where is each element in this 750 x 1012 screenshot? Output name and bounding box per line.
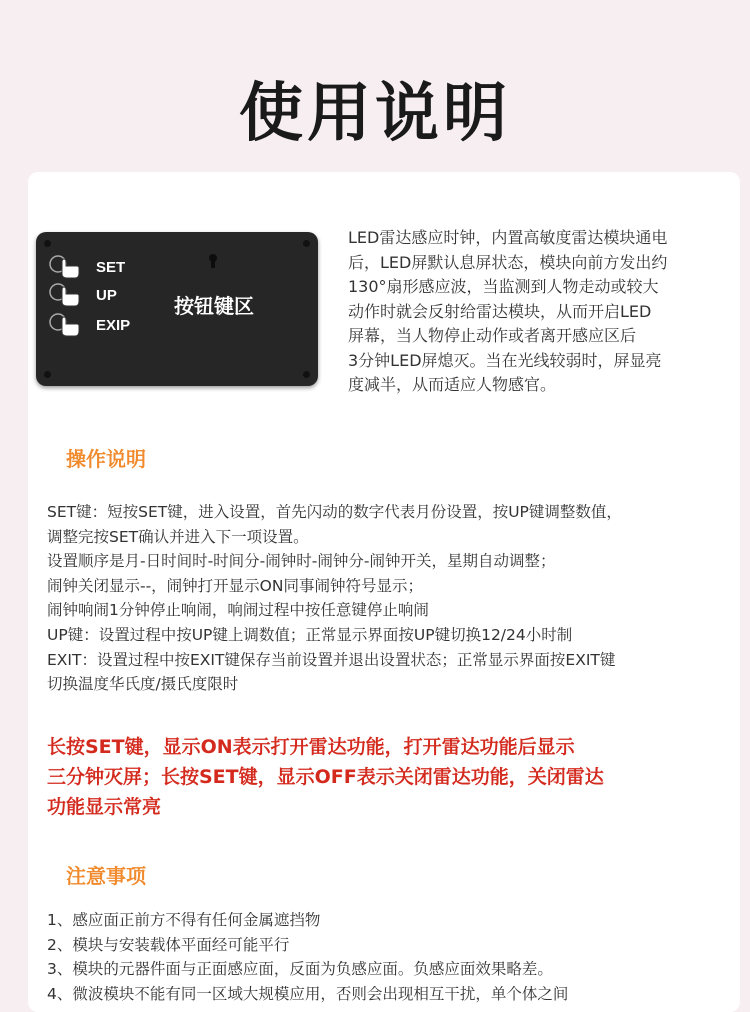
note-item: 1、感应面正前方不得有任何金属遮挡物	[47, 911, 321, 929]
description-line: 130°扇形感应波，当监测到人物走动或较大	[348, 277, 659, 296]
set-label: SET	[96, 258, 126, 276]
note-item: 4、微波模块不能有同一区域大规模应用，否则会出现相互干扰，单个体之间	[47, 984, 569, 1003]
button-panel-image	[36, 232, 318, 386]
up-label: UP	[96, 286, 117, 304]
description-line: 度减半，从而适应人物感官。	[348, 375, 557, 394]
screw-icon	[44, 240, 51, 247]
note-item: 2、模块与安装载体平面经可能平行	[47, 935, 290, 954]
finger-press-icon	[48, 282, 82, 308]
instruction-line: EXIT：设置过程中按EXIT键保存当前设置并退出设置状态；正常显示界面按EXIT键	[47, 650, 616, 669]
instruction-line: 闹钟响闹1分钟停止响闹，响闹过程中按任意键停止响闹	[47, 601, 429, 620]
highlight-line: 三分钟灭屏；长按SET键，显示OFF表示关闭雷达功能，关闭雷达	[47, 766, 604, 788]
instruction-line: SET键：短按SET键，进入设置，首先闪动的数字代表月份设置，按UP键调整数值，	[47, 503, 622, 521]
description-line: 屏幕，当人物停止动作或者离开感应区后	[348, 326, 637, 345]
notes-heading: 注意事项	[66, 864, 146, 888]
panel-button-set	[48, 254, 125, 280]
highlight-line: 长按SET键，显示ON表示打开雷达功能，打开雷达功能后显示	[47, 736, 575, 758]
note-item: 3、模块的元器件面与正面感应面，反面为负感应面。负感应面效果略差。	[47, 960, 553, 979]
radar-highlight-note	[47, 732, 727, 822]
operation-heading: 操作说明	[66, 447, 146, 471]
highlight-line: 功能显示常亮	[47, 796, 162, 818]
screw-icon	[303, 240, 310, 247]
instruction-line: 调整完按SET确认并进入下一项设置。	[47, 527, 309, 546]
keyhole-icon	[208, 254, 218, 268]
description-line: 后，LED屏默认息屏状态，模块向前方发出约	[348, 252, 668, 272]
screw-icon	[44, 371, 51, 378]
button-zone-label: 按钮键区	[174, 294, 254, 318]
panel-button-exip	[48, 312, 130, 338]
notes-list	[47, 908, 737, 1006]
operation-instructions	[47, 500, 737, 697]
instruction-line: 切换温度华氏度/摄氏度限时	[47, 675, 239, 694]
description-line: LED雷达感应时钟，内置高敏度雷达模块通电	[348, 228, 668, 247]
description-line: 动作时就会反射给雷达模块，从而开启LED	[348, 301, 652, 321]
description-line: 3分钟LED屏熄灭。当在光线较弱时，屏显亮	[348, 350, 662, 370]
instruction-line: 设置顺序是月-日时间时-时间分-闹钟时-闹钟分-闹钟开关，星期自动调整；	[47, 552, 556, 571]
instruction-line: UP键：设置过程中按UP键上调数值；正常显示界面按UP键切换12/24小时制	[47, 625, 573, 644]
finger-press-icon	[48, 254, 82, 280]
product-description	[348, 226, 728, 398]
page-title: 使用说明	[239, 77, 511, 151]
panel-button-up	[48, 282, 117, 308]
exip-label: EXIP	[96, 316, 131, 334]
finger-press-icon	[48, 312, 82, 338]
screw-icon	[303, 371, 310, 378]
instruction-line: 闹钟关闭显示--，闹钟打开显示ON同事闹钟符号显示；	[47, 576, 423, 595]
